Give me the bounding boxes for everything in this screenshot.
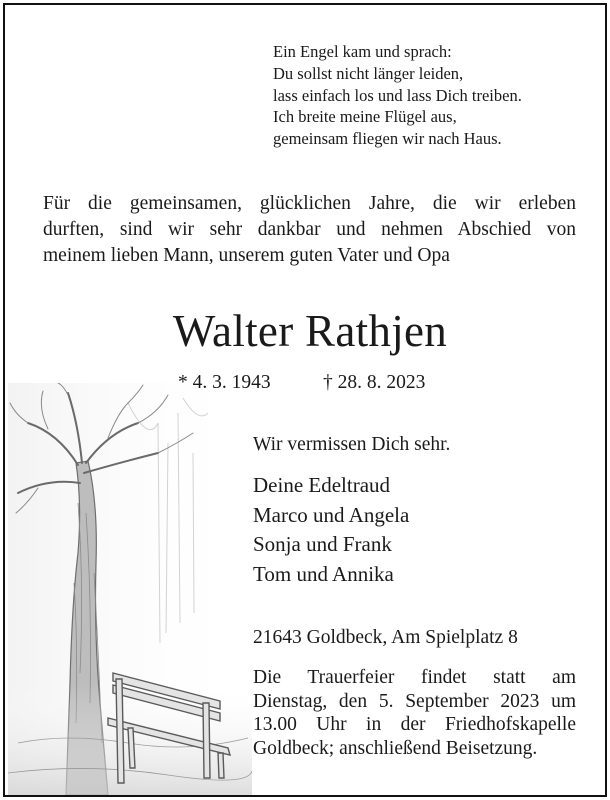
service-info [253,666,576,760]
service-line: Goldbeck; anschließend Beisetzung. [253,737,538,759]
birth-date: * 4. 3. 1943 [178,372,271,393]
family-member: Tom und Annika [253,561,394,586]
service-line: 13.00 Uhr in der Friedhofskapelle [253,714,576,735]
intro-line: Für die gemeinsamen, glücklichen Jahre, die wir erleben [43,193,576,214]
service-line: Die Trauerfeier findet statt am [253,667,576,688]
family-list [253,471,409,589]
family-member: Sonja und Frank [253,532,392,556]
obituary-frame [3,3,607,797]
intro-line: meinem lieben Mann, unserem guten Vater und Opa [43,245,450,266]
intro-line: durften, sind wir sehr dankbar und nehmen Abschied von [43,219,576,240]
tree-and-bench-illustration [8,383,252,795]
poem-line: gemeinsam fliegen wir nach Haus. [273,129,502,149]
missing-you-text: Wir vermissen Dich sehr. [253,434,451,455]
intro-text [43,191,576,269]
poem-line: Ich breite meine Flügel aus, [273,107,457,127]
family-member: Deine Edeltraud [253,473,391,497]
poem-line: Du sollst nicht länger leiden, [273,63,464,83]
poem-line: lass einfach los und lass Dich treiben. [273,85,522,105]
death-date: † 28. 8. 2023 [323,372,426,393]
address: 21643 Goldbeck, Am Spielplatz 8 [253,627,518,648]
service-line: Dienstag, den 5. September 2023 um [253,690,576,712]
poem [273,41,522,150]
deceased-name: Walter Rathjen [172,306,448,356]
family-member: Marco und Angela [253,502,410,527]
poem-line: Ein Engel kam und sprach: [273,42,452,61]
